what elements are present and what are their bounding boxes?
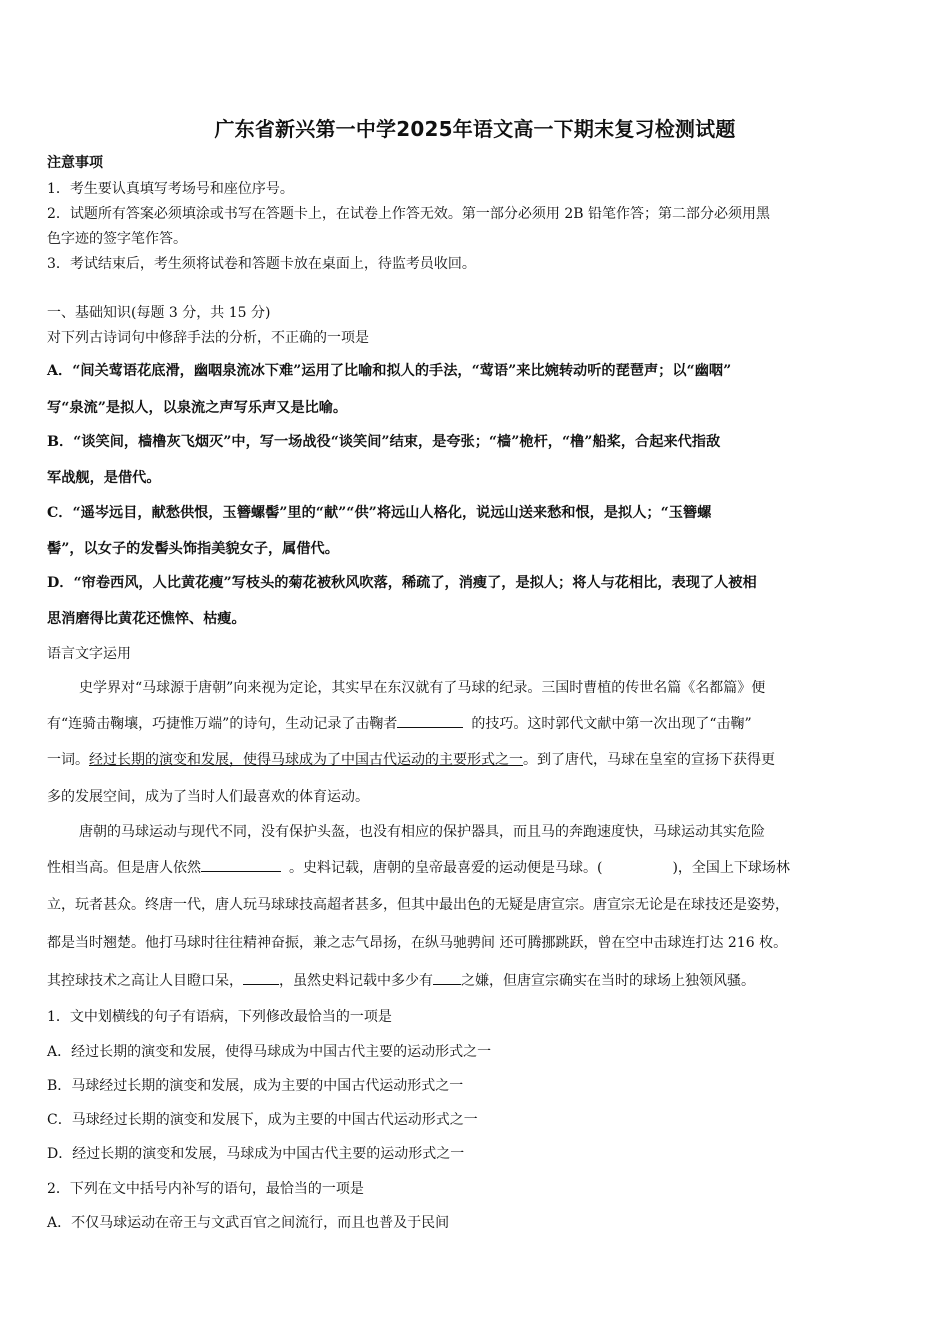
q1-option-a: A．经过长期的演变和发展，使得马球成为中国古代主要的运动形式之一: [47, 1044, 492, 1060]
section1-option-b: B．“谈笑间，樯橹灰飞烟灭”中，写一场战役“谈笑间”结束，是夸张；“樯”桅杆，“橹”船桨，合起来代指敌: [47, 434, 721, 450]
section1-option-c-cont: 髻”，以女子的发髻头饰指美貌女子，属借代。: [47, 541, 339, 557]
section1-option-c: C．“遥岑远目，献愁供恨，玉簪螺髻”里的“献”“供”将远山人格化，说远山送来愁和恨，是拟人；“玉簪螺: [47, 505, 712, 521]
section1-option-d-cont: 思消磨得比黄花还憔悴、枯瘦。: [47, 611, 246, 627]
passage-text: 性相当高。但是唐人依然: [47, 860, 201, 876]
passage-p2-line5: [47, 970, 755, 990]
passage-p1-line1: 史学界对“马球源于唐朝”向来视为定论，其实早在东汉就有了马球的纪录。三国时曹植的传世名篇《名都篇》便: [79, 680, 766, 696]
section2-heading: 语言文字运用: [47, 646, 131, 662]
q1-option-b: B．马球经过长期的演变和发展，成为主要的中国古代运动形式之一: [47, 1078, 464, 1094]
passage-p1-line2: [47, 713, 752, 733]
section1-heading: 一、基础知识(每题 3 分，共 15 分): [47, 305, 271, 321]
q2-option-a: A．不仅马球运动在帝王与文武百官之间流行，而且也普及于民间: [47, 1215, 450, 1231]
q1-option-d: D．经过长期的演变和发展，马球成为中国古代主要的运动形式之一: [47, 1146, 465, 1162]
answer-blank-1: [397, 715, 463, 728]
passage-p2-line4: 都是当时翘楚。他打马球时往往精神奋振，兼之志气昂扬，在纵马驰骋间 还可腾挪跳跃，曾在空中击球连打达 216 枚。: [47, 935, 788, 951]
passage-text: 。到了唐代，马球在皇室的宣扬下获得更: [523, 752, 775, 768]
notice-item-2: 2．试题所有答案必须填涂或书写在答题卡上，在试卷上作答无效。第一部分必须用 2B 铅笔作答；第二部分必须用黑: [47, 206, 770, 222]
underlined-sentence: 经过长期的演变和发展，使得马球成为了中国古代运动的主要形式之一: [89, 752, 523, 768]
notice-item-2-cont: 色字迹的签字笔作答。: [47, 231, 187, 247]
passage-text: 之嫌，但唐宣宗确实在当时的球场上独领风骚。: [461, 973, 755, 989]
notice-item-1: 1．考生要认真填写考场号和座位序号。: [47, 181, 294, 197]
q1-stem: 1．文中划横线的句子有语病，下列修改最恰当的一项是: [47, 1009, 392, 1025]
section1-option-b-cont: 军战舰，是借代。: [47, 470, 161, 486]
passage-p2-line1: 唐朝的马球运动与现代不同，没有保护头盔，也没有相应的保护器具，而且马的奔跑速度快，马球运动其实危险: [79, 824, 765, 840]
passage-p1-line3: [47, 749, 775, 769]
answer-blank-3: [243, 972, 279, 985]
q1-option-c: C．马球经过长期的演变和发展下，成为主要的中国古代运动形式之一: [47, 1112, 478, 1128]
passage-text: 的技巧。这时郭代文献中第一次出现了“击鞠”: [471, 716, 752, 732]
notice-heading: 注意事项: [47, 155, 103, 171]
passage-text: 。史料记载，唐朝的皇帝最喜爱的运动便是马球。(: [289, 860, 603, 876]
notice-item-3: 3．考试结束后，考生须将试卷和答题卡放在桌面上，待监考员收回。: [47, 256, 476, 272]
passage-p1-line4: 多的发展空间，成为了当时人们最喜欢的体育运动。: [47, 789, 369, 805]
section1-option-a-cont: 写“泉流”是拟人，以泉流之声写乐声又是比喻。: [47, 400, 348, 416]
answer-blank-4: [433, 972, 461, 985]
passage-p2-line2: [47, 857, 790, 877]
q2-stem: 2．下列在文中括号内补写的语句，最恰当的一项是: [47, 1181, 364, 1197]
passage-text: ，虽然史料记载中多少有: [279, 973, 433, 989]
answer-blank-2: [201, 859, 281, 872]
section1-option-d: D．“帘卷西风，人比黄花瘦”写枝头的菊花被秋风吹落，稀疏了，消瘦了，是拟人；将人与花相比，表现了人被相: [47, 575, 757, 591]
passage-text: 有“连骑击鞠壤，巧捷惟万端”的诗句，生动记录了击鞠者: [47, 716, 398, 732]
section1-question: 对下列古诗词句中修辞手法的分析，不正确的一项是: [47, 330, 369, 346]
passage-text: 其控球技术之高让人目瞪口呆，: [47, 973, 243, 989]
passage-text: )，全国上下球场林: [672, 860, 790, 876]
page-title: 广东省新兴第一中学2025年语文高一下期末复习检测试题: [214, 117, 736, 141]
passage-p2-line3: 立，玩者甚众。终唐一代，唐人玩马球球技高超者甚多，但其中最出色的无疑是唐宣宗。唐宣宗无论是在球技还是姿势，: [47, 897, 789, 913]
section1-option-a: A．“间关莺语花底滑，幽咽泉流冰下难”运用了比喻和拟人的手法，“莺语”来比婉转动听的琵琶声；以“幽咽”: [47, 363, 732, 379]
passage-text: 一词。: [47, 752, 89, 768]
